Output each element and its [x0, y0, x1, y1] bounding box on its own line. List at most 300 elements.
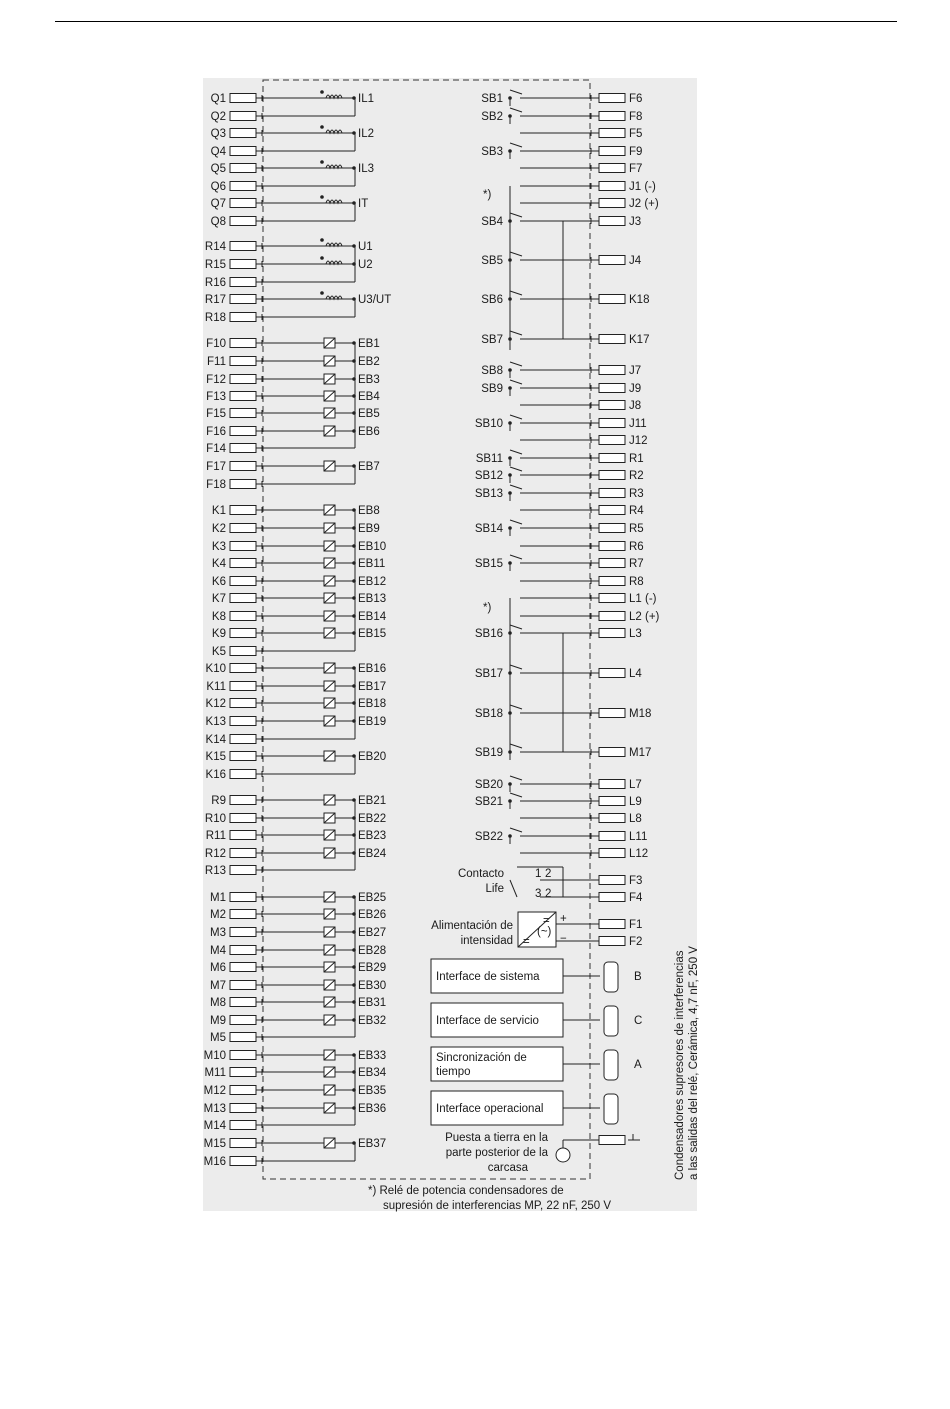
- signal-label-eb31: EB31: [358, 997, 387, 1009]
- terminal-block-r5: [599, 524, 625, 533]
- relay-label-sb7: SB7: [481, 334, 503, 346]
- terminal-label-f5: F5: [629, 128, 643, 140]
- terminal-block-l9: [599, 797, 625, 806]
- terminal-block-j4: [599, 256, 625, 265]
- terminal-label-m9: M9: [210, 1015, 226, 1027]
- terminal-block-j1: [599, 182, 625, 191]
- terminal-label-r13: R13: [204, 865, 226, 877]
- interface-label-1: Interface de servicio: [436, 1015, 539, 1027]
- junction-dot: [508, 96, 512, 100]
- relay-label-sb3: SB3: [481, 146, 503, 158]
- terminal-label-r10: R10: [204, 813, 226, 825]
- terminal-block-r2: [599, 471, 625, 480]
- terminal-label-j12: J12: [629, 435, 648, 447]
- terminal-label-j11: J11: [629, 418, 647, 430]
- terminal-block-f3: [599, 876, 625, 885]
- terminal-label-r17: R17: [204, 294, 226, 306]
- junction-dot: [508, 368, 512, 372]
- terminal-block-q2: [230, 112, 256, 121]
- terminal-block-j9: [599, 384, 625, 393]
- terminal-block-m12: [230, 1086, 256, 1095]
- life-contact-pin-4: 2: [545, 888, 552, 900]
- terminal-label-k1: K1: [211, 505, 226, 517]
- terminal-block-q8: [230, 217, 256, 226]
- relay-label-sb12: SB12: [474, 470, 503, 482]
- relay-label-sb17: SB17: [474, 668, 503, 680]
- signal-label-eb5: EB5: [358, 408, 380, 420]
- terminal-label-j2: J2 (+): [629, 198, 659, 210]
- terminal-block-r9: [230, 796, 256, 805]
- terminal-block-m16: [230, 1157, 256, 1166]
- relay-label-sb19: SB19: [474, 747, 503, 759]
- interface-port-label-a: A: [634, 1059, 642, 1071]
- life-contact-label: Contacto: [457, 868, 504, 880]
- signal-label-eb27: EB27: [358, 927, 387, 939]
- terminal-label-f4: F4: [629, 892, 643, 904]
- terminal-label-m16: M16: [203, 1156, 226, 1168]
- relay-label-sb5: SB5: [481, 255, 503, 267]
- terminal-block-f13: [230, 392, 256, 401]
- power-supply-label-2: intensidad: [460, 935, 513, 947]
- junction-dot: [508, 834, 512, 838]
- terminal-block-r15: [230, 260, 256, 269]
- terminal-block-r3: [599, 489, 625, 498]
- signal-label-il1: IL1: [358, 93, 374, 105]
- terminal-label-r1: R1: [629, 453, 644, 465]
- terminal-block-r16: [230, 278, 256, 287]
- relay-label-sb22: SB22: [474, 831, 503, 843]
- signal-label-eb3: EB3: [358, 374, 380, 386]
- junction-dot: [508, 421, 512, 425]
- terminal-label-f15: F15: [206, 408, 226, 420]
- signal-label-eb19: EB19: [358, 716, 387, 728]
- terminal-label-m12: M12: [203, 1085, 226, 1097]
- footnote-line-2: supresión de interferencias MP, 22 nF, 250 V: [383, 1200, 612, 1212]
- terminal-block-m7: [230, 981, 256, 990]
- terminal-block-r1: [599, 454, 625, 463]
- terminal-label-f6: F6: [629, 93, 643, 105]
- terminal-block-q5: [230, 164, 256, 173]
- relay-label-sb18: SB18: [474, 708, 503, 720]
- terminal-label-m18: M18: [629, 708, 652, 720]
- terminal-label-m13: M13: [203, 1103, 226, 1115]
- terminal-block-k17: [599, 335, 625, 344]
- terminal-block-f8: [599, 112, 625, 121]
- terminal-block-m2: [230, 910, 256, 919]
- terminal-block-f17: [230, 462, 256, 471]
- terminal-label-k11: K11: [206, 681, 226, 693]
- signal-label-eb23: EB23: [358, 830, 387, 842]
- power-plus: +: [560, 913, 567, 925]
- relay-label-sb16: SB16: [474, 628, 503, 640]
- terminal-label-r16: R16: [204, 277, 226, 289]
- life-contact-pin-1: 1: [535, 868, 542, 880]
- terminal-label-m6: M6: [210, 962, 226, 974]
- terminal-block-m17: [599, 748, 625, 757]
- junction-dot: [320, 160, 324, 164]
- terminal-block-f5: [599, 129, 625, 138]
- terminal-label-m1: M1: [210, 892, 226, 904]
- terminal-label-m4: M4: [210, 945, 226, 957]
- relay-label-sb8: SB8: [481, 365, 503, 377]
- terminal-block-q4: [230, 147, 256, 156]
- junction-dot: [320, 238, 324, 242]
- signal-label-it: IT: [358, 198, 369, 210]
- junction-dot: [320, 195, 324, 199]
- signal-label-eb18: EB18: [358, 698, 387, 710]
- terminal-block-m8: [230, 998, 256, 1007]
- relay-label-sb6: SB6: [481, 294, 503, 306]
- terminal-block-l4: [599, 669, 625, 678]
- terminal-block-q3: [230, 129, 256, 138]
- terminal-block-j2: [599, 199, 625, 208]
- terminal-label-r3: R3: [629, 488, 644, 500]
- terminal-block-m1: [230, 893, 256, 902]
- terminal-label-l3: L3: [629, 628, 642, 640]
- terminal-label-l7: L7: [629, 779, 642, 791]
- junction-dot: [508, 473, 512, 477]
- terminal-label-k9: K9: [211, 628, 226, 640]
- junction-dot: [508, 456, 512, 460]
- terminal-label-k16: K16: [205, 769, 226, 781]
- terminal-block-m18: [599, 709, 625, 718]
- terminal-label-m8: M8: [210, 997, 226, 1009]
- junction-dot: [508, 491, 512, 495]
- terminal-block-k7: [230, 594, 256, 603]
- terminal-block-r17: [230, 295, 256, 304]
- terminal-block-m14: [230, 1121, 256, 1130]
- terminal-block-m6: [230, 963, 256, 972]
- signal-label-eb7: EB7: [358, 461, 380, 473]
- signal-label-eb37: EB37: [358, 1138, 387, 1150]
- terminal-label-k4: K4: [211, 558, 226, 570]
- signal-label-eb6: EB6: [358, 426, 380, 438]
- terminal-label-f11: F11: [207, 356, 226, 368]
- terminal-block-k11: [230, 682, 256, 691]
- interface-port-label-b: B: [634, 971, 642, 983]
- relay-label-sb20: SB20: [474, 779, 503, 791]
- junction-dot: [508, 526, 512, 530]
- signal-label-eb25: EB25: [358, 892, 387, 904]
- interface-port-icon: [604, 962, 618, 992]
- terminal-label-k12: K12: [205, 698, 226, 710]
- relay-label-sb21: SB21: [474, 796, 503, 808]
- terminal-block-r6: [599, 542, 625, 551]
- signal-label-u3ut: U3/UT: [358, 294, 392, 306]
- side-note-line-1: Condensadores supresores de interferencias: [674, 950, 686, 1180]
- terminal-label-m10: M10: [203, 1050, 226, 1062]
- terminal-block-k9: [230, 629, 256, 638]
- junction-dot: [320, 291, 324, 295]
- relay-label-sb11: SB11: [475, 453, 503, 465]
- terminal-block-j7: [599, 366, 625, 375]
- terminal-block-l3: [599, 629, 625, 638]
- terminal-label-q4: Q4: [210, 146, 226, 158]
- terminal-label-q3: Q3: [210, 128, 226, 140]
- terminal-block-l12: [599, 849, 625, 858]
- terminal-block-q6: [230, 182, 256, 191]
- terminal-block-f7: [599, 164, 625, 173]
- terminal-label-k2: K2: [211, 523, 226, 535]
- interface-label-0: Interface de sistema: [436, 971, 540, 983]
- terminal-block-k5: [230, 647, 256, 656]
- terminal-block-r11: [230, 831, 256, 840]
- terminal-label-f1: F1: [629, 919, 643, 931]
- signal-label-eb13: EB13: [358, 593, 387, 605]
- signal-label-eb9: EB9: [358, 523, 380, 535]
- signal-label-u2: U2: [358, 259, 373, 271]
- terminal-label-f7: F7: [629, 163, 643, 175]
- terminal-block-m4: [230, 946, 256, 955]
- ground-terminal-block: [599, 1136, 625, 1145]
- terminal-label-f10: F10: [206, 338, 226, 350]
- power-relay-note-mark: *): [483, 602, 492, 614]
- interface-label-2: Sincronización de: [436, 1052, 527, 1064]
- terminal-label-j9: J9: [629, 383, 642, 395]
- relay-label-sb4: SB4: [481, 216, 503, 228]
- terminal-block-m15: [230, 1139, 256, 1148]
- terminal-block-f12: [230, 375, 256, 384]
- signal-label-eb36: EB36: [358, 1103, 387, 1115]
- terminal-block-k4: [230, 559, 256, 568]
- terminal-label-k15: K15: [205, 751, 226, 763]
- footnote-line-1: *) Relé de potencia condensadores de: [368, 1185, 564, 1197]
- signal-label-eb35: EB35: [358, 1085, 387, 1097]
- terminal-block-r7: [599, 559, 625, 568]
- signal-label-eb8: EB8: [358, 505, 380, 517]
- signal-label-eb17: EB17: [358, 681, 387, 693]
- relay-label-sb14: SB14: [474, 523, 503, 535]
- terminal-label-m14: M14: [203, 1120, 226, 1132]
- terminal-label-k14: K14: [205, 734, 226, 746]
- terminal-block-k8: [230, 612, 256, 621]
- terminal-block-f10: [230, 339, 256, 348]
- signal-label-il3: IL3: [358, 163, 374, 175]
- life-contact-pin-2: 2: [545, 868, 552, 880]
- terminal-label-l8: L8: [629, 813, 642, 825]
- terminal-block-f6: [599, 94, 625, 103]
- relay-label-sb2: SB2: [481, 111, 503, 123]
- relay-label-sb9: SB9: [481, 383, 503, 395]
- terminal-label-q6: Q6: [210, 181, 226, 193]
- terminal-label-f16: F16: [206, 426, 226, 438]
- junction-dot: [508, 799, 512, 803]
- terminal-label-m15: M15: [203, 1138, 226, 1150]
- signal-label-eb15: EB15: [358, 628, 387, 640]
- junction-dot: [508, 561, 512, 565]
- signal-label-eb28: EB28: [358, 945, 387, 957]
- signal-label-eb22: EB22: [358, 813, 387, 825]
- terminal-block-r8: [599, 577, 625, 586]
- terminal-block-k2: [230, 524, 256, 533]
- terminal-block-k1: [230, 506, 256, 515]
- terminal-label-f13: F13: [206, 391, 226, 403]
- signal-label-eb30: EB30: [358, 980, 387, 992]
- terminal-block-r4: [599, 506, 625, 515]
- terminal-label-r11: R11: [205, 830, 226, 842]
- terminal-label-k10: K10: [205, 663, 226, 675]
- terminal-label-k13: K13: [205, 716, 226, 728]
- interface-port-icon: [604, 1094, 618, 1124]
- terminal-block-k16: [230, 770, 256, 779]
- terminal-block-j8: [599, 401, 625, 410]
- signal-label-eb1: EB1: [358, 338, 380, 350]
- interface-port-icon: [604, 1006, 618, 1036]
- signal-label-eb12: EB12: [358, 576, 387, 588]
- terminal-label-f2: F2: [629, 936, 643, 948]
- ground-label-3: carcasa: [487, 1162, 528, 1174]
- terminal-block-k13: [230, 717, 256, 726]
- terminal-label-f17: F17: [206, 461, 226, 473]
- terminal-label-r14: R14: [204, 241, 226, 253]
- terminal-label-r2: R2: [629, 470, 644, 482]
- signal-label-eb14: EB14: [358, 611, 387, 623]
- terminal-block-q1: [230, 94, 256, 103]
- signal-label-eb24: EB24: [358, 848, 387, 860]
- terminal-block-f14: [230, 444, 256, 453]
- power-sym-dc-2: =: [523, 936, 530, 948]
- terminal-label-k18: K18: [629, 294, 650, 306]
- terminal-label-m7: M7: [210, 980, 226, 992]
- terminal-block-m5: [230, 1033, 256, 1042]
- interface-port-label-c: C: [634, 1015, 643, 1027]
- terminal-label-r7: R7: [629, 558, 644, 570]
- terminal-block-j3: [599, 217, 625, 226]
- terminal-block-f4: [599, 893, 625, 902]
- terminal-block-l11: [599, 832, 625, 841]
- terminal-block-m9: [230, 1016, 256, 1025]
- terminal-block-f2: [599, 937, 625, 946]
- terminal-block-m13: [230, 1104, 256, 1113]
- interface-label-2-line2: tiempo: [436, 1066, 471, 1078]
- terminal-block-k6: [230, 577, 256, 586]
- terminal-label-m3: M3: [210, 927, 226, 939]
- relay-label-sb15: SB15: [474, 558, 503, 570]
- power-sym-ac: (~): [537, 926, 552, 938]
- signal-label-eb11: EB11: [358, 558, 386, 570]
- terminal-label-j8: J8: [629, 400, 642, 412]
- terminal-label-r6: R6: [629, 541, 644, 553]
- terminal-label-m17: M17: [629, 747, 652, 759]
- terminal-label-l4: L4: [629, 668, 642, 680]
- terminal-label-f14: F14: [206, 443, 226, 455]
- power-relay-note-mark: *): [483, 189, 492, 201]
- terminal-label-k6: K6: [211, 576, 226, 588]
- terminal-label-q1: Q1: [210, 93, 226, 105]
- terminal-block-l7: [599, 780, 625, 789]
- terminal-label-k5: K5: [211, 646, 226, 658]
- relay-label-sb1: SB1: [481, 93, 503, 105]
- terminal-block-f16: [230, 427, 256, 436]
- terminal-label-k8: K8: [211, 611, 226, 623]
- signal-label-eb20: EB20: [358, 751, 387, 763]
- signal-label-eb16: EB16: [358, 663, 387, 675]
- terminal-block-k10: [230, 664, 256, 673]
- junction-dot: [320, 256, 324, 260]
- terminal-label-r18: R18: [204, 312, 226, 324]
- terminal-block-f11: [230, 357, 256, 366]
- ground-label-2: parte posterior de la: [445, 1147, 548, 1159]
- terminal-label-r15: R15: [204, 259, 226, 271]
- terminal-block-r14: [230, 242, 256, 251]
- terminal-block-f1: [599, 920, 625, 929]
- terminal-block-f9: [599, 147, 625, 156]
- terminal-block-l1: [599, 594, 625, 603]
- terminal-block-r18: [230, 313, 256, 322]
- signal-label-eb4: EB4: [358, 391, 380, 403]
- ground-label: Puesta a tierra en la: [445, 1132, 548, 1144]
- terminal-label-f18: F18: [206, 479, 226, 491]
- terminal-block-m3: [230, 928, 256, 937]
- relay-label-sb10: SB10: [474, 418, 503, 430]
- signal-label-eb10: EB10: [358, 541, 387, 553]
- terminal-label-m2: M2: [210, 909, 226, 921]
- life-contact-pin-3: 3: [535, 888, 542, 900]
- power-supply-label: Alimentación de: [431, 920, 513, 932]
- terminal-label-j7: J7: [629, 365, 642, 377]
- terminal-label-f8: F8: [629, 111, 643, 123]
- terminal-label-l12: L12: [629, 848, 649, 860]
- terminal-label-l1: L1 (-): [629, 593, 657, 605]
- terminal-block-r12: [230, 849, 256, 858]
- terminal-label-f9: F9: [629, 146, 643, 158]
- signal-label-u1: U1: [358, 241, 373, 253]
- terminal-label-q5: Q5: [210, 163, 226, 175]
- signal-label-eb26: EB26: [358, 909, 387, 921]
- terminal-label-j4: J4: [629, 255, 642, 267]
- terminal-label-l2: L2 (+): [629, 611, 660, 623]
- terminal-label-q2: Q2: [210, 111, 226, 123]
- terminal-label-k3: K3: [211, 541, 226, 553]
- junction-dot: [320, 125, 324, 129]
- terminal-block-l8: [599, 814, 625, 823]
- terminal-block-j11: [599, 419, 625, 428]
- junction-dot: [508, 149, 512, 153]
- relay-label-sb13: SB13: [474, 488, 503, 500]
- terminal-block-m11: [230, 1068, 256, 1077]
- terminal-label-j3: J3: [629, 216, 642, 228]
- terminal-block-f15: [230, 409, 256, 418]
- junction-dot: [508, 114, 512, 118]
- terminal-label-k17: K17: [629, 334, 650, 346]
- terminal-label-j1: J1 (-): [629, 181, 656, 193]
- terminal-label-r12: R12: [204, 848, 226, 860]
- terminal-label-f3: F3: [629, 875, 643, 887]
- signal-label-eb33: EB33: [358, 1050, 387, 1062]
- terminal-label-l9: L9: [629, 796, 642, 808]
- power-sym-dc: =: [543, 915, 550, 927]
- life-contact-label-2: Life: [485, 883, 504, 895]
- signal-label-eb29: EB29: [358, 962, 387, 974]
- terminal-label-m11: M11: [204, 1067, 226, 1079]
- terminal-block-l2: [599, 612, 625, 621]
- terminal-label-r9: R9: [211, 795, 226, 807]
- junction-dot: [320, 90, 324, 94]
- side-note-line-2: a las salidas del relé, Cerámica, 4,7 nF, 250 V: [688, 946, 700, 1180]
- terminal-label-q7: Q7: [210, 198, 226, 210]
- terminal-label-r8: R8: [629, 576, 644, 588]
- terminal-block-f18: [230, 480, 256, 489]
- signal-label-eb21: EB21: [358, 795, 387, 807]
- terminal-block-k18: [599, 295, 625, 304]
- signal-label-eb32: EB32: [358, 1015, 387, 1027]
- terminal-block-k3: [230, 542, 256, 551]
- terminal-label-r4: R4: [629, 505, 644, 517]
- terminal-block-q7: [230, 199, 256, 208]
- signal-label-eb2: EB2: [358, 356, 380, 368]
- ground-icon: [556, 1148, 570, 1162]
- terminal-block-m10: [230, 1051, 256, 1060]
